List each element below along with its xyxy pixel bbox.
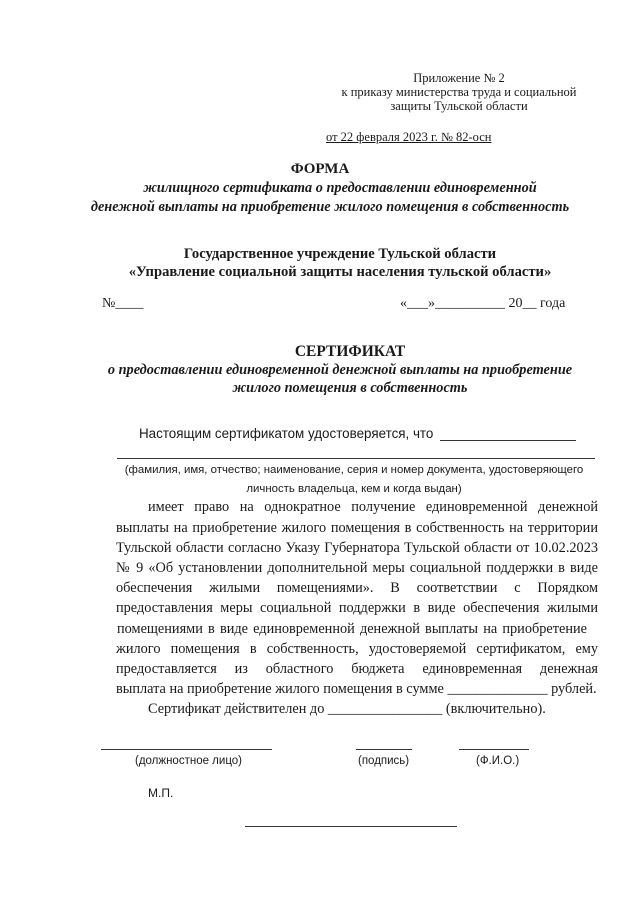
holder-caption-line1: (фамилия, имя, отчество; наименование, серия и номер документа, удостоверяющего (124, 464, 584, 476)
holder-caption-line2: личность владельца, кем и когда выдан) (246, 483, 462, 495)
body-line: предоставления меры социальной поддержки в виде обеспечения жилыми (116, 600, 598, 616)
official-signature-line (101, 749, 272, 750)
body-line: предоставляется из областного бюджета единовременная денежная (116, 661, 598, 677)
certificate-heading: СЕРТИФИКАТ (294, 343, 406, 360)
signature-caption: (подпись) (358, 755, 410, 767)
appendix-title: Приложение № 2 (413, 71, 505, 85)
appendix-line2: защиты Тульской области (390, 99, 528, 113)
institution-line1: Государственное учреждение Тульской области (183, 246, 497, 262)
form-heading: ФОРМА (290, 161, 350, 177)
body-line: помещениями в виде единовременной денежной выплаты на приобретение (117, 621, 587, 637)
certificate-date: «___»__________ 20__ года (400, 296, 566, 311)
certificate-title-line2: жилого помещения в собственность (232, 380, 468, 396)
certificate-title-line1: о предоставлении единовременной денежной выплаты на приобретение (107, 362, 573, 378)
body-line: Тульской области согласно Указу Губернатора Тульской области от 10.02.2023 (116, 540, 598, 556)
bottom-line (245, 826, 457, 827)
holder-blank-line (440, 440, 576, 441)
official-caption: (должностное лицо) (135, 755, 243, 767)
appendix-line1: к приказу министерства труда и социальной (341, 85, 577, 99)
body-line: жилого помещения в собственность, удостоверяемой сертификатом, ему (116, 641, 598, 657)
holder-full-line (117, 458, 595, 459)
intro-text: Настоящим сертификатом удостоверяется, что (139, 426, 434, 441)
body-line: выплаты на приобретение жилого помещения в собственность на территории (116, 520, 598, 536)
name-signature-line (459, 749, 529, 750)
form-title-line2: денежной выплаты на приобретение жилого помещения в собственность (90, 199, 570, 215)
name-caption: (Ф.И.О.) (476, 755, 520, 767)
body-line: обеспечения жилыми помещениями». В соответствии с Порядком (116, 580, 598, 596)
order-date: от 22 февраля 2023 г. № 82-осн (326, 130, 492, 144)
institution-line2: «Управление социальной защиты населения тульской области» (128, 264, 552, 280)
body-line: выплата на приобретение жилого помещения в сумме ______________ рублей. (116, 681, 597, 697)
form-title-line1: жилищного сертификата о предоставлении единовременной (143, 180, 537, 196)
certificate-number: №____ (102, 296, 144, 311)
signature-line (356, 749, 412, 750)
stamp-label: М.П. (148, 786, 174, 800)
validity-text: Сертификат действителен до ________________ (включительно). (148, 701, 546, 717)
body-line: № 9 «Об установлении дополнительной меры социальной поддержки в виде (116, 560, 598, 576)
body-line: имеет право на однократное получение единовременной денежной (148, 499, 598, 515)
